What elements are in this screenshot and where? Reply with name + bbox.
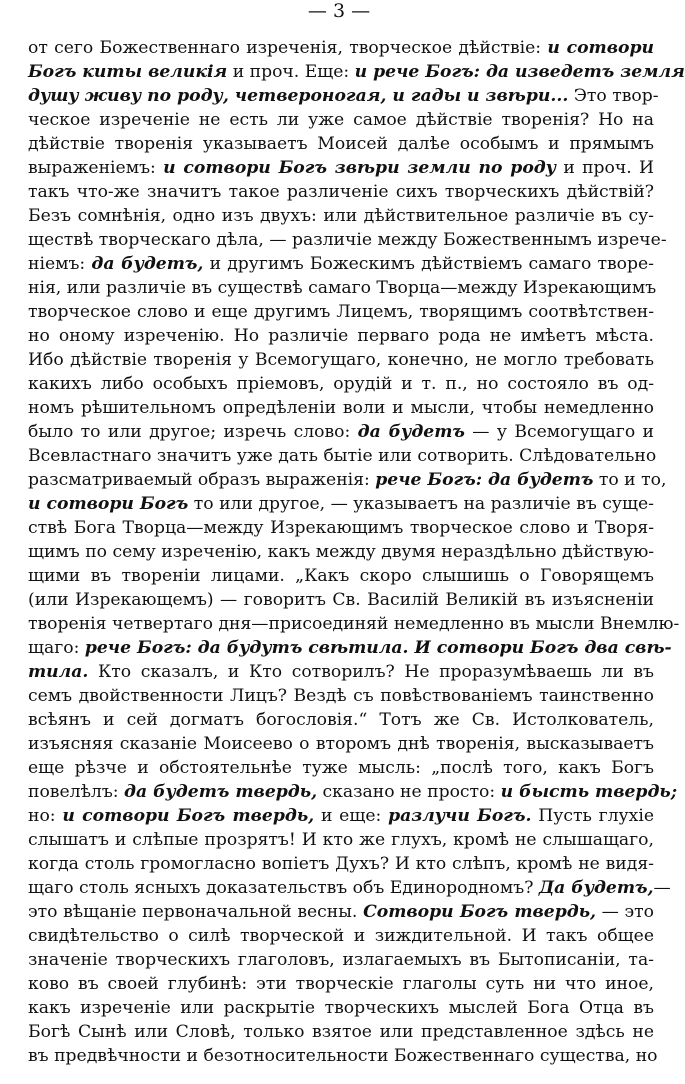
text-run: (или Изрекающемъ) — говоритъ Св. Василій Великій въ изъясненіи: [28, 590, 654, 610]
text-line: [28, 540, 654, 564]
text-run: но оному изреченію. Но различіе перваго рода не имѣетъ мѣста.: [28, 326, 654, 346]
text-run: ніемъ:: [28, 254, 92, 274]
text-run: повелѣлъ:: [28, 782, 125, 802]
text-run: то или другое, — указываетъ на различіе въ суще-: [188, 494, 654, 514]
emphasized-text: и сотвори Богъ: [28, 494, 189, 514]
text-run: Это твор-: [568, 86, 659, 106]
emphasized-text: разлучи Богъ.: [388, 806, 532, 826]
emphasized-text: и сотвори Богъ звѣри земли по роду: [163, 158, 557, 178]
text-line: [28, 684, 654, 708]
text-run: но:: [28, 806, 63, 826]
text-line: [28, 828, 654, 852]
emphasized-text: да будетъ,: [91, 254, 204, 274]
text-run: слышатъ и слѣпые прозрятъ! И кто же глухъ, кромѣ не слышащаго,: [28, 830, 654, 850]
text-run: всѣянъ и сей догматъ богословія.“ Тотъ же Св. Истолкователь,: [28, 710, 654, 730]
text-line: [28, 660, 654, 684]
text-line: [28, 732, 654, 756]
text-line: [28, 276, 657, 300]
text-run: ческое изреченіе не есть ли уже самое дѣйствіе творенія? Но на: [28, 110, 654, 130]
text-line: [28, 108, 654, 132]
text-line: [28, 84, 659, 108]
text-line: [28, 924, 654, 948]
text-line: [28, 228, 667, 252]
text-run: Богѣ Сынѣ или Словѣ, только взятое или представленное здѣсь не: [28, 1022, 654, 1042]
text-line: [28, 348, 654, 372]
text-line: [28, 372, 654, 396]
text-line: [28, 756, 654, 780]
text-run: щаго столь ясныхъ доказательствъ объ Единородномъ?: [28, 878, 539, 898]
text-run: Ибо дѣйствіе творенія у Всемогущаго, конечно, не могло требовать: [28, 350, 654, 370]
text-run: и еще:: [314, 806, 389, 826]
text-line: [28, 564, 654, 588]
text-run: от сего Божественнаго изреченія, творческое дѣйствіе:: [28, 38, 548, 58]
text-line: [28, 396, 654, 420]
emphasized-text: рече Богъ: да будетъ: [375, 470, 594, 490]
text-run: щаго:: [28, 638, 85, 658]
text-line: [28, 60, 685, 84]
text-line: [28, 972, 654, 996]
text-line: [28, 156, 654, 180]
text-run: дѣйствіе творенія указываетъ Моисей далѣе особымъ и прямымъ: [28, 134, 654, 154]
text-run: Безъ сомнѣнія, одно изъ двухъ: или дѣйствительное различіе въ су-: [28, 206, 654, 226]
emphasized-text: Да будетъ,: [538, 878, 654, 898]
text-run: то и то,: [593, 470, 667, 490]
text-run: какъ изреченіе или раскрытіе творческихъ мыслей Бога Отца въ: [28, 998, 654, 1018]
text-run: Кто сказалъ, и Кто сотворилъ? Не проразумѣваешь ли въ: [88, 662, 654, 682]
text-run: номъ рѣшительномъ опредѣленіи воли и мысли, чтобы немедленно: [28, 398, 654, 418]
emphasized-text: тила.: [28, 662, 89, 682]
text-line: [28, 204, 654, 228]
emphasized-text: да будетъ твердь,: [124, 782, 318, 802]
text-run: и другимъ Божескимъ дѣйствіемъ самаго творе-: [203, 254, 654, 274]
text-line: [28, 36, 654, 60]
text-run: —: [653, 878, 671, 898]
page-number: — 3 —: [307, 0, 371, 22]
emphasized-text: Сотвори Богъ твердь,: [363, 902, 597, 922]
text-line: [28, 1020, 654, 1044]
text-run: творенія четвертаго дня—присоединяй немедленно въ мысли Внемлю-: [28, 614, 680, 634]
text-run: творческое слово и еще другимъ Лицемъ, творящимъ соотвѣтствен-: [28, 302, 654, 322]
text-run: семъ двойственности Лицъ? Вездѣ съ повѣствованіемъ таинственно: [28, 686, 654, 706]
text-run: какихъ либо особыхъ пріемовъ, орудій и т. п., но состояло въ од-: [28, 374, 654, 394]
text-run: это вѣщаніе первоначальной весны.: [28, 902, 364, 922]
text-run: — у Всемогущаго и: [464, 422, 654, 442]
text-run: изъясняя сказаніе Моисеево о второмъ днѣ творенія, высказываетъ: [28, 734, 654, 754]
text-run: Всевластнаго значитъ уже дать бытіе или сотворить. Слѣдовательно: [28, 446, 657, 466]
text-line: [28, 588, 654, 612]
text-line: [28, 180, 654, 204]
text-line: [28, 132, 654, 156]
text-run: Пусть глухіе: [531, 806, 654, 826]
text-run: разсматриваемый образъ выраженія:: [28, 470, 376, 490]
emphasized-text: и бысть твердь;: [500, 782, 678, 802]
text-line: [28, 252, 654, 276]
text-line: [28, 468, 667, 492]
text-run: еще рѣзче и обстоятельнѣе туже мысль: „послѣ того, какъ Богъ: [28, 758, 654, 778]
body-text: [28, 36, 685, 1068]
text-run: — это: [596, 902, 654, 922]
text-line: [28, 324, 654, 348]
text-line: [28, 612, 680, 636]
text-run: было то или другое; изречь слово:: [28, 422, 358, 442]
emphasized-text: и сотвори Богъ твердь,: [62, 806, 315, 826]
text-line: [28, 444, 657, 468]
text-line: [28, 1044, 658, 1068]
text-run: свидѣтельство о силѣ творческой и зиждительной. И такъ общее: [28, 926, 654, 946]
emphasized-text: душу живу по роду, четвероногая, и гады и звѣри...: [28, 86, 569, 106]
text-line: [28, 300, 654, 324]
emphasized-text: да будетъ: [357, 422, 465, 442]
text-run: когда столь громогласно вопіетъ Духъ? И кто слѣпъ, кромѣ не видя-: [28, 854, 654, 874]
text-run: ствѣ Бога Творца—между Изрекающимъ творческое слово и Творя-: [28, 518, 654, 538]
text-line: [28, 948, 654, 972]
emphasized-text: и сотвори: [547, 38, 654, 58]
text-run: сказано не просто:: [317, 782, 501, 802]
emphasized-text: рече Богъ: да будутъ свѣтила. И сотвори Богъ два свѣ-: [84, 638, 672, 658]
text-line: [28, 876, 671, 900]
text-run: значеніе творческихъ глаголовъ, излагаемыхъ въ Бытописаніи, та-: [28, 950, 654, 970]
text-run: и проч. И: [556, 158, 655, 178]
text-run: и проч. Еще:: [227, 62, 355, 82]
text-line: [28, 900, 654, 924]
text-line: [28, 516, 654, 540]
text-line: [28, 852, 654, 876]
text-line: [28, 804, 654, 828]
text-line: [28, 492, 654, 516]
text-run: нія, или различіе въ существѣ самаго Творца—между Изрекающимъ: [28, 278, 657, 298]
text-run: ществѣ творческаго дѣла, — различіе между Божественнымъ изрече-: [28, 230, 667, 250]
text-line: [28, 996, 654, 1020]
text-line: [28, 708, 654, 732]
text-run: въ предвѣчности и безотносительности Божественнаго существа, но: [28, 1046, 658, 1066]
text-run: щимъ по сему изреченію, какъ между двумя нераздѣльно дѣйствую-: [28, 542, 655, 562]
text-run: такъ что-же значитъ такое различеніе сихъ творческихъ дѣйствій?: [28, 182, 654, 202]
emphasized-text: Богъ киты великія: [28, 62, 228, 82]
text-line: [28, 636, 672, 660]
text-run: выраженіемъ:: [28, 158, 164, 178]
text-run: ково въ своей глубинѣ: эти творческіе глаголы суть ни что иное,: [28, 974, 654, 994]
text-line: [28, 420, 654, 444]
text-run: щими въ твореніи лицами. „Какъ скоро слышишь о Говорящемъ: [28, 566, 654, 586]
text-line: [28, 780, 678, 804]
emphasized-text: и рече Богъ: да изведетъ земля: [354, 62, 685, 82]
